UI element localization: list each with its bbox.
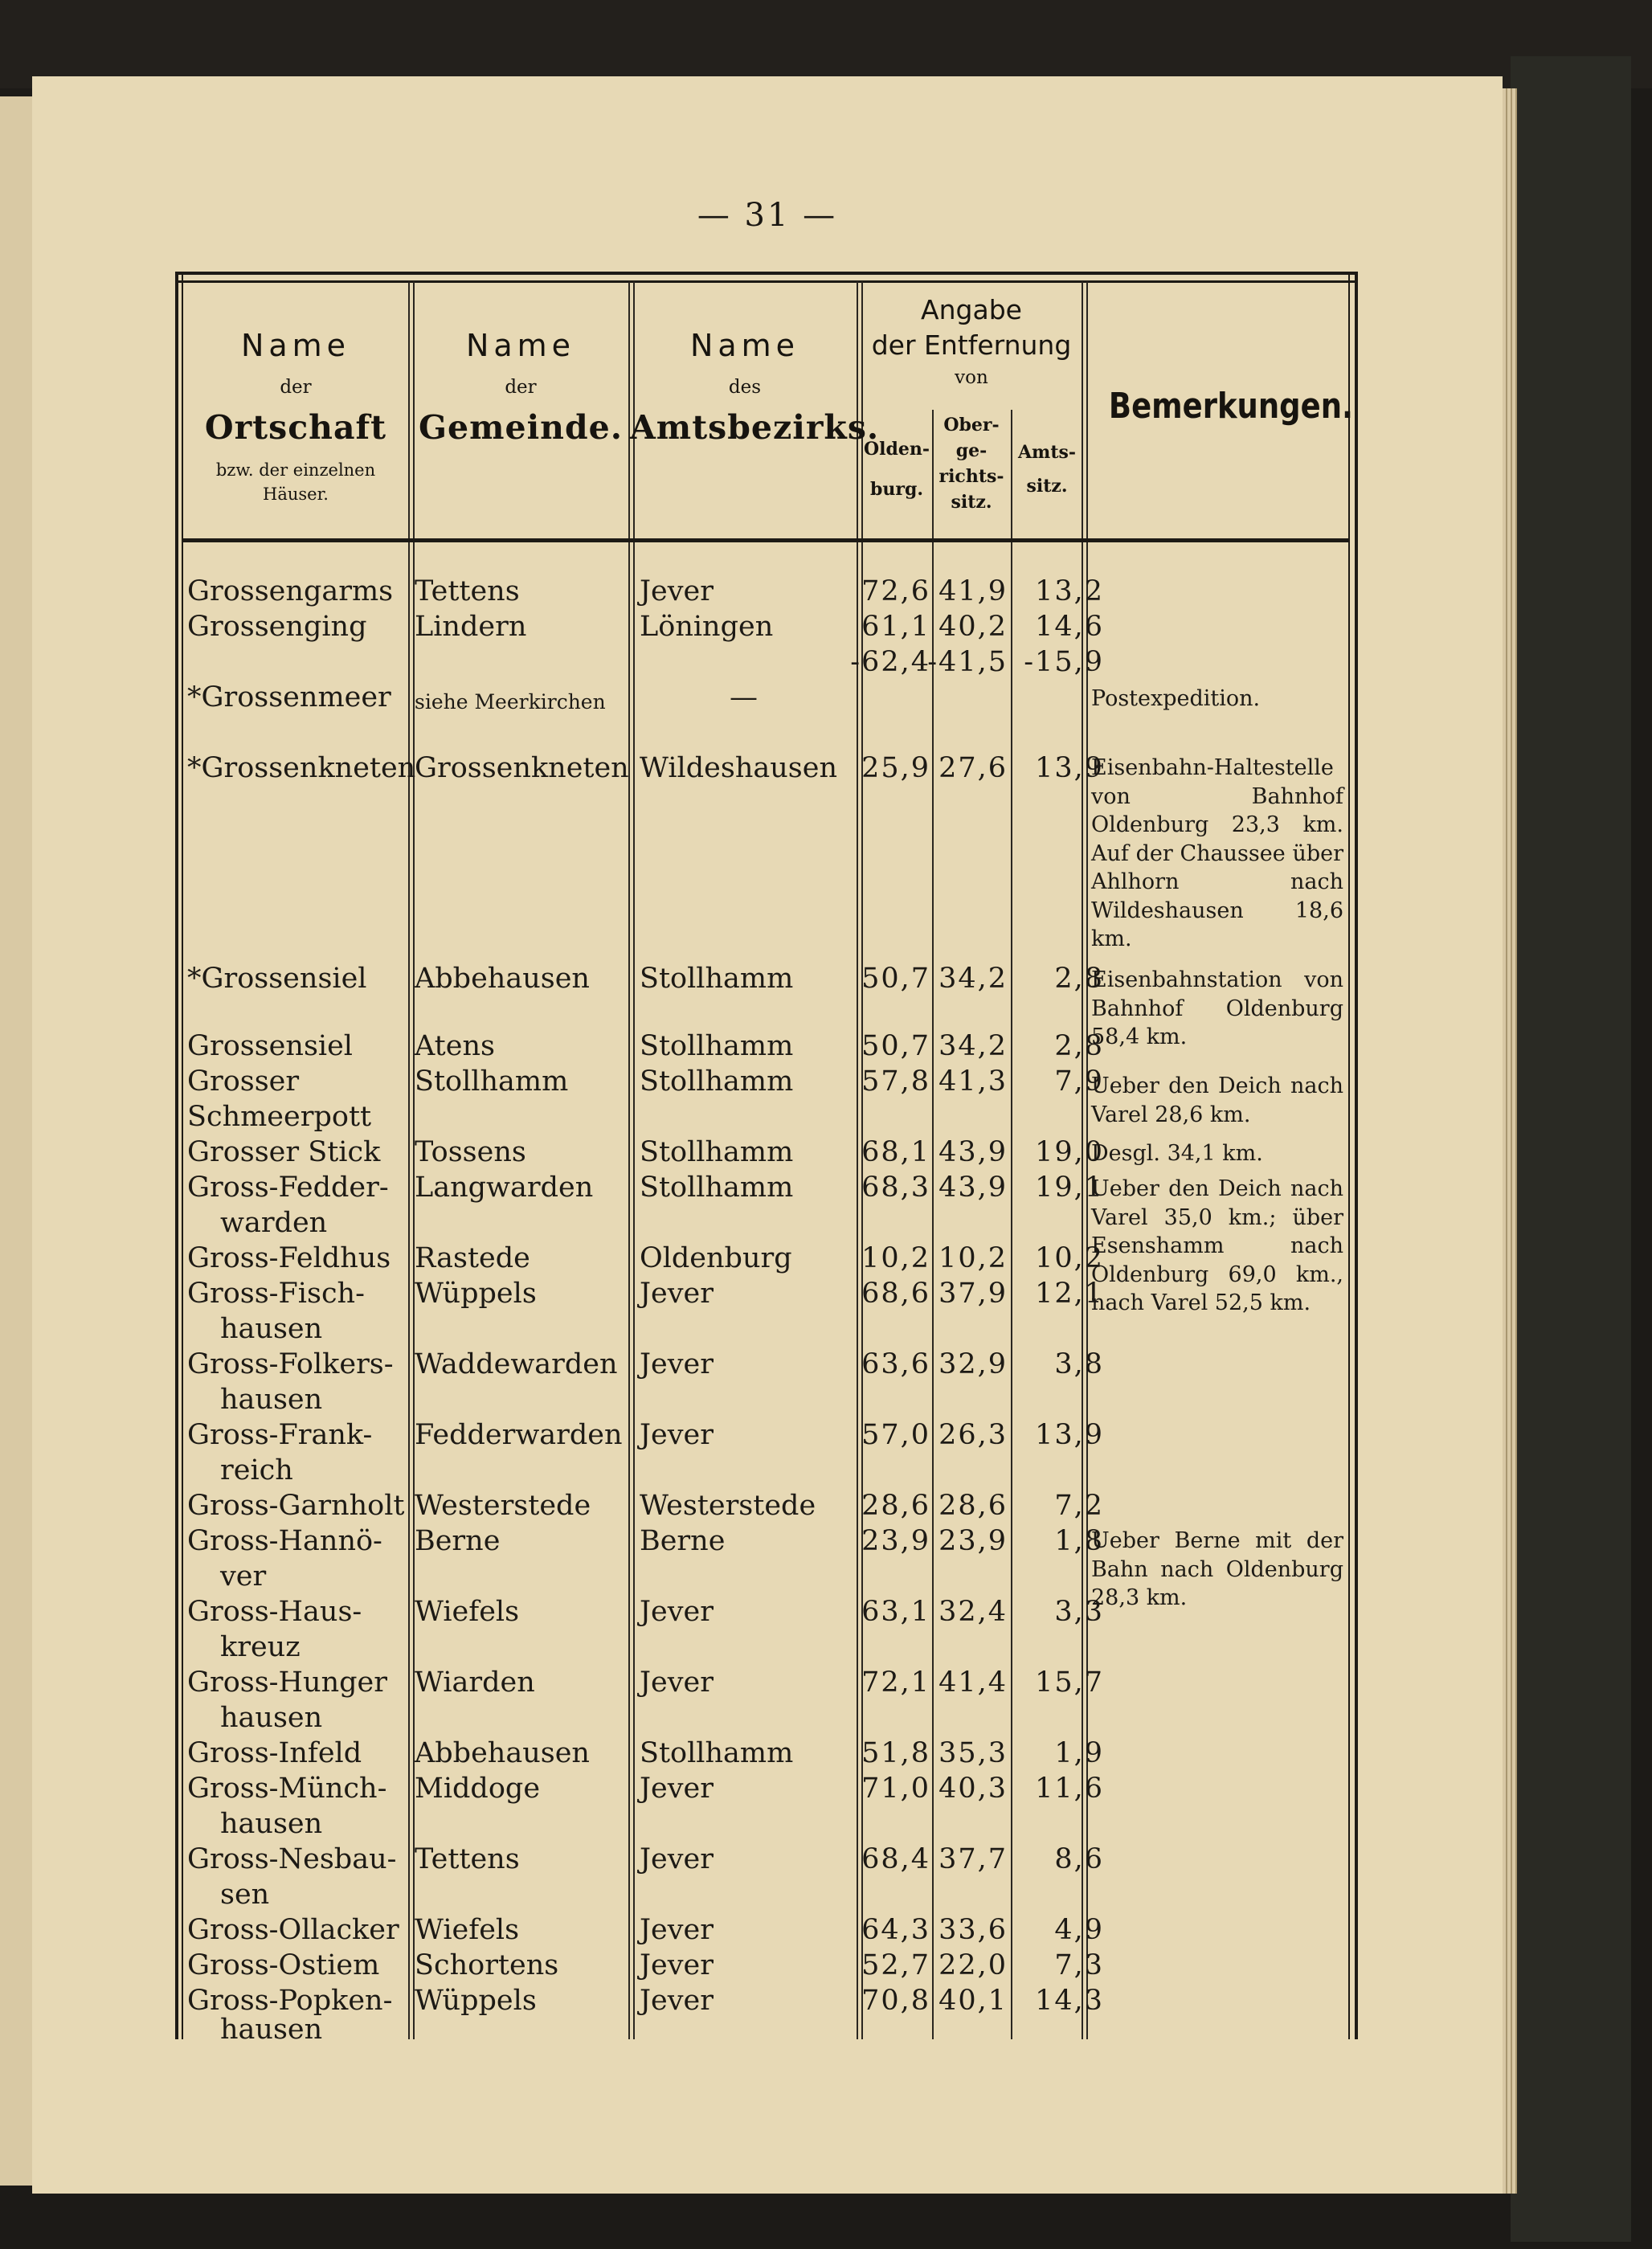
remark-note: Eisenbahn-Haltestelle von Bahnhof Oldenburg 23,3 km. Auf der Chaussee über Ahlhorn nach Wildeshausen 18,6 km. [1091, 755, 1343, 951]
obergericht-cell: 23,9 [938, 1525, 1008, 1557]
column-divider [408, 281, 410, 2039]
gemeinde-cell: Wiefels [415, 1596, 520, 1628]
amtssitz-cell: 19,0 [1035, 1136, 1104, 1168]
oldenburg-cell: 68,1 [861, 1136, 930, 1168]
ortschaft-cell: hausen [220, 2014, 323, 2046]
amtssitz-cell: 13,9 [1035, 752, 1104, 784]
amtsbezirk-cell: Stollhamm [640, 1136, 794, 1168]
oldenburg-cell: 68,6 [861, 1278, 930, 1310]
ortschaft-cell: Gross-Fisch- [187, 1278, 365, 1310]
amtssitz-cell: 3,8 [1054, 1348, 1104, 1380]
amtsbezirk-cell: Stollhamm [640, 1172, 794, 1204]
gemeinde-cell: Wiefels [415, 1914, 520, 1946]
col4-sub-oldenburg-b: burg. [869, 479, 923, 500]
amtsbezirk-cell: Stollhamm [640, 1737, 794, 1769]
gemeinde-cell: Schortens [415, 1949, 559, 1981]
remark-note: Eisenbahnstation von Bahnhof Oldenburg 58,4 km. [1091, 967, 1343, 1049]
gemeinde-cell: Atens [415, 1030, 495, 1062]
amtsbezirk-cell: — [730, 681, 758, 714]
gemeinde-cell: siehe Meerkirchen [415, 690, 606, 714]
ortschaft-cell: Grosser [187, 1065, 300, 1098]
col4-sub-oldenburg-a: Olden- [863, 439, 930, 460]
col2-main: Gemeinde. [419, 408, 623, 447]
oldenburg-cell: 63,6 [861, 1348, 930, 1380]
ortschaft-cell: Gross-Hannö- [187, 1525, 382, 1557]
oldenburg-cell: 63,1 [861, 1596, 930, 1628]
gemeinde-cell: Middoge [415, 1773, 541, 1805]
gemeinde-cell: Wüppels [415, 1985, 537, 2017]
amtssitz-cell: 2,8 [1054, 963, 1104, 995]
ortschaft-cell: hausen [220, 1808, 323, 1840]
table-left-border [175, 272, 183, 2039]
gazetteer-table [175, 272, 1358, 2046]
oldenburg-cell: 61,1 [861, 611, 930, 643]
oldenburg-cell: 68,4 [861, 1843, 930, 1875]
ortschaft-cell: sen [220, 1879, 270, 1911]
table-right-border [1348, 272, 1358, 2039]
amtsbezirk-cell: Jever [640, 575, 714, 607]
oldenburg-cell: 28,6 [861, 1490, 930, 1522]
obergericht-cell: 41,3 [938, 1065, 1008, 1098]
ortschaft-cell: Gross-Hunger [187, 1666, 387, 1699]
obergericht-cell: 37,7 [938, 1843, 1008, 1875]
gemeinde-cell: Fedderwarden [415, 1419, 623, 1451]
ortschaft-cell: Gross-Fedder- [187, 1172, 389, 1204]
col2-sub: der [505, 377, 537, 398]
oldenburg-cell: 50,7 [861, 1030, 930, 1062]
ortschaft-cell: Gross-Garnholt [187, 1490, 405, 1522]
amtssitz-cell: 10,2 [1035, 1242, 1104, 1274]
amtsbezirk-cell: Jever [640, 1278, 714, 1310]
ortschaft-cell: ver [220, 1560, 267, 1593]
remark-note: Ueber den Deich nach Varel 35,0 km.; über Esenshamm nach Oldenburg 69,0 km., nach Varel 52,5 km. [1091, 1176, 1343, 1315]
remark-note: Desgl. 34,1 km. [1091, 1141, 1263, 1166]
gemeinde-cell: Abbehausen [415, 963, 590, 995]
amtssitz-cell: 11,6 [1035, 1773, 1104, 1805]
amtssitz-cell: 2,8 [1054, 1030, 1104, 1062]
col1-title: Name [240, 328, 351, 363]
amtssitz-cell: 15,7 [1035, 1666, 1104, 1699]
col1-main: Ortschaft [204, 408, 387, 447]
oldenburg-cell: 57,8 [861, 1065, 930, 1098]
gemeinde-cell: Rastede [415, 1242, 530, 1274]
amtsbezirk-cell: Jever [640, 1666, 714, 1699]
oldenburg-cell: 72,6 [861, 575, 930, 607]
ortschaft-cell: Grossengarms [187, 575, 394, 607]
amtssitz-cell: 7,3 [1054, 1949, 1104, 1981]
col3-main: Amtsbezirks. [630, 408, 880, 447]
column-divider [628, 281, 630, 2039]
ortschaft-cell: Gross-Frank- [187, 1419, 373, 1451]
oldenburg-cell: 68,3 [861, 1172, 930, 1204]
col4-sub-amtssitz-b: sitz. [1026, 476, 1068, 497]
obergericht-cell: 32,9 [938, 1348, 1008, 1380]
obergericht-cell: 22,0 [938, 1949, 1008, 1981]
amtssitz-cell: -15,9 [1024, 646, 1104, 678]
ortschaft-cell: Gross-Münch- [187, 1773, 387, 1805]
column-divider [633, 281, 635, 2039]
amtssitz-cell: 4,9 [1054, 1914, 1104, 1946]
col4-sub-amtssitz-a: Amts- [1017, 442, 1077, 463]
ortschaft-cell: Gross-Nesbau- [187, 1843, 397, 1875]
amtssitz-cell: 13,9 [1035, 1419, 1104, 1451]
amtsbezirk-cell: Jever [640, 1596, 714, 1628]
obergericht-cell: 41,4 [938, 1666, 1008, 1699]
ortschaft-cell: hausen [220, 1313, 323, 1345]
ortschaft-cell: Grossenging [187, 611, 367, 643]
table-top-border [175, 272, 1358, 283]
ortschaft-cell: *Grossensiel [187, 963, 367, 995]
amtssitz-cell: 14,6 [1035, 611, 1104, 643]
amtsbezirk-cell: Löningen [640, 611, 774, 643]
amtsbezirk-cell: Jever [640, 1348, 714, 1380]
obergericht-cell: 34,2 [938, 1030, 1008, 1062]
amtsbezirk-cell: Jever [640, 1843, 714, 1875]
amtssitz-cell: 7,9 [1054, 1065, 1104, 1098]
obergericht-cell: 10,2 [938, 1242, 1008, 1274]
ortschaft-cell: Gross-Ostiem [187, 1949, 380, 1981]
amtsbezirk-cell: Jever [640, 1985, 714, 2017]
obergericht-cell: 40,3 [938, 1773, 1008, 1805]
oldenburg-cell: 25,9 [861, 752, 930, 784]
amtsbezirk-cell: Berne [640, 1525, 726, 1557]
obergericht-cell: -41,5 [927, 646, 1008, 678]
col3-title: Name [689, 328, 800, 363]
obergericht-cell: 32,4 [938, 1596, 1008, 1628]
col1-note: bzw. der einzelnen Häuser. [215, 460, 376, 505]
amtsbezirk-cell: Jever [640, 1773, 714, 1805]
obergericht-cell: 26,3 [938, 1419, 1008, 1451]
col3-sub: des [728, 377, 762, 398]
amtsbezirk-cell: Westerstede [640, 1490, 816, 1522]
ortschaft-cell: reich [220, 1454, 293, 1486]
oldenburg-cell: 64,3 [861, 1914, 930, 1946]
gemeinde-cell: Abbehausen [415, 1737, 590, 1769]
amtssitz-cell: 12,1 [1035, 1278, 1104, 1310]
oldenburg-cell: 52,7 [861, 1949, 930, 1981]
ortschaft-cell: Gross-Folkers- [187, 1348, 394, 1380]
amtssitz-cell: 1,9 [1054, 1737, 1104, 1769]
gemeinde-cell: Wiarden [415, 1666, 535, 1699]
amtssitz-cell: 7,2 [1054, 1490, 1104, 1522]
oldenburg-cell: -62,4 [850, 646, 930, 678]
gemeinde-cell: Waddewarden [415, 1348, 618, 1380]
page-number: — 31 — [697, 197, 838, 234]
gemeinde-cell: Westerstede [415, 1490, 591, 1522]
ortschaft-cell: kreuz [220, 1631, 301, 1663]
gemeinde-cell: Tettens [415, 1843, 520, 1875]
ortschaft-cell: Gross-Popken- [187, 1985, 393, 2017]
ortschaft-cell: *Grossenkneten [187, 752, 416, 784]
amtssitz-cell: 19,1 [1035, 1172, 1104, 1204]
gemeinde-cell: Grossenkneten [415, 752, 629, 784]
remark-note: Ueber Berne mit der Bahn nach Oldenburg 28,3 km. [1091, 1528, 1343, 1610]
obergericht-cell: 33,6 [938, 1914, 1008, 1946]
gemeinde-cell: Tossens [415, 1136, 526, 1168]
obergericht-cell: 35,3 [938, 1737, 1008, 1769]
col4-group-line2: der Entfernung [871, 329, 1072, 361]
oldenburg-cell: 72,1 [861, 1666, 930, 1699]
obergericht-cell: 27,6 [938, 752, 1008, 784]
scan-background [0, 0, 1652, 88]
book-cover [1511, 56, 1631, 2242]
amtsbezirk-cell: Wildeshausen [640, 752, 837, 784]
header-rule [183, 538, 1348, 542]
col4-sub-obergericht: Ober- ge- richts- sitz. [938, 415, 1004, 513]
oldenburg-cell: 23,9 [861, 1525, 930, 1557]
oldenburg-cell: 51,8 [861, 1737, 930, 1769]
ortschaft-cell: Grossensiel [187, 1030, 354, 1062]
amtsbezirk-cell: Stollhamm [640, 963, 794, 995]
remark-note: Ueber den Deich nach Varel 28,6 km. [1091, 1073, 1343, 1127]
oldenburg-cell: 57,0 [861, 1419, 930, 1451]
ortschaft-cell: Gross-Haus- [187, 1596, 362, 1628]
oldenburg-cell: 71,0 [861, 1773, 930, 1805]
obergericht-cell: 41,9 [938, 575, 1008, 607]
remark-note: Postexpedition. [1091, 686, 1261, 711]
col1-sub: der [280, 377, 312, 398]
ortschaft-cell: Gross-Infeld [187, 1737, 362, 1769]
ortschaft-cell: hausen [220, 1702, 323, 1734]
amtssitz-cell: 13,2 [1035, 575, 1104, 607]
amtsbezirk-cell: Jever [640, 1419, 714, 1451]
col4-group-line3: von [955, 367, 988, 388]
obergericht-cell: 34,2 [938, 963, 1008, 995]
amtsbezirk-cell: Jever [640, 1949, 714, 1981]
gemeinde-cell: Berne [415, 1525, 501, 1557]
obergericht-cell: 43,9 [938, 1172, 1008, 1204]
obergericht-cell: 28,6 [938, 1490, 1008, 1522]
amtsbezirk-cell: Stollhamm [640, 1065, 794, 1098]
gemeinde-cell: Lindern [415, 611, 527, 643]
amtsbezirk-cell: Stollhamm [640, 1030, 794, 1062]
obergericht-cell: 43,9 [938, 1136, 1008, 1168]
col4-group-line1: Angabe [921, 294, 1022, 325]
ortschaft-cell: *Grossenmeer [187, 681, 391, 714]
oldenburg-cell: 10,2 [861, 1242, 930, 1274]
amtssitz-cell: 3,3 [1054, 1596, 1104, 1628]
amtsbezirk-cell: Oldenburg [640, 1242, 792, 1274]
ortschaft-cell: Gross-Ollacker [187, 1914, 399, 1946]
amtsbezirk-cell: Jever [640, 1914, 714, 1946]
obergericht-cell: 37,9 [938, 1278, 1008, 1310]
gemeinde-cell: Wüppels [415, 1278, 537, 1310]
ortschaft-cell: hausen [220, 1384, 323, 1416]
gemeinde-cell: Tettens [415, 575, 520, 607]
ortschaft-cell: Grosser Stick [187, 1136, 381, 1168]
col5-title: Bemerkungen. [1108, 386, 1354, 427]
oldenburg-cell: 50,7 [861, 963, 930, 995]
ortschaft-cell: warden [220, 1207, 328, 1239]
gemeinde-cell: Langwarden [415, 1172, 594, 1204]
oldenburg-cell: 70,8 [861, 1985, 930, 2017]
col2-title: Name [465, 328, 576, 363]
gemeinde-cell: Stollhamm [415, 1065, 569, 1098]
ortschaft-cell: Schmeerpott [187, 1101, 372, 1133]
obergericht-cell: 40,1 [938, 1985, 1008, 2017]
obergericht-cell: 40,2 [938, 611, 1008, 643]
amtssitz-cell: 14,3 [1035, 1985, 1104, 2017]
amtssitz-cell: 8,6 [1054, 1843, 1104, 1875]
ortschaft-cell: Gross-Feldhus [187, 1242, 391, 1274]
amtssitz-cell: 1,8 [1054, 1525, 1104, 1557]
